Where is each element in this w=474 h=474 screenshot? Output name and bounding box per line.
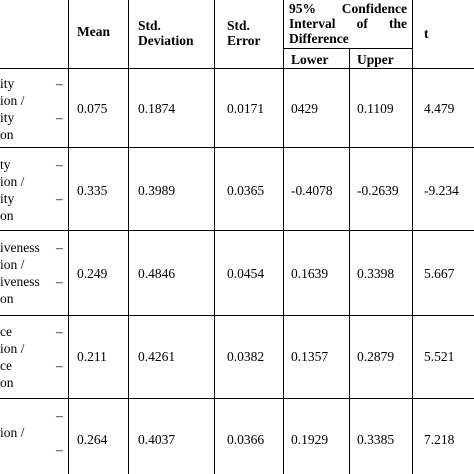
- cell-std-error: 0.0366: [227, 432, 265, 447]
- row-label-dash: –: [56, 408, 63, 423]
- cell-upper: -0.2639: [357, 183, 399, 198]
- cell-t: 4.479: [424, 101, 455, 116]
- cell-t: 5.521: [424, 349, 455, 364]
- row-label-line: ion /: [0, 425, 25, 440]
- row-label-line: ce: [0, 358, 12, 373]
- row-label-line: ion /: [0, 341, 25, 356]
- header-std-deviation: Std. Deviation: [138, 18, 194, 48]
- cell-mean: 0.075: [77, 101, 108, 116]
- row-label-dash: –: [56, 110, 63, 125]
- row-label-line: on: [0, 208, 14, 223]
- header-divider: [0, 68, 474, 69]
- row-label-dash: –: [56, 191, 63, 206]
- row-label-dash: –: [56, 157, 63, 172]
- row-divider-3: [0, 315, 474, 316]
- cell-lower: 0.1929: [291, 432, 329, 447]
- cell-upper: 0.3385: [357, 432, 395, 447]
- row-divider-2: [0, 230, 474, 231]
- cell-mean: 0.335: [77, 183, 108, 198]
- cell-std-deviation: 0.4261: [138, 349, 176, 364]
- row-label-dash: –: [56, 442, 63, 457]
- cell-mean: 0.211: [77, 349, 107, 364]
- header-upper: Upper: [357, 52, 394, 67]
- cell-upper: 0.3398: [357, 266, 395, 281]
- cell-std-deviation: 0.1874: [138, 101, 176, 116]
- row-label-line: ity: [0, 110, 15, 125]
- cell-lower: 0429: [291, 101, 318, 116]
- cell-mean: 0.249: [77, 266, 108, 281]
- row-label-line: ion /: [0, 174, 25, 189]
- row-label-line: on: [0, 127, 14, 142]
- col-divider-stderr: [283, 0, 284, 474]
- row-label-line: ce: [0, 324, 12, 339]
- cell-std-deviation: 0.4037: [138, 432, 176, 447]
- cell-lower: -0.4078: [291, 183, 333, 198]
- row-label-line: ity: [0, 191, 15, 206]
- row-label-line: on: [0, 375, 14, 390]
- col-divider-stddev: [214, 0, 215, 474]
- row-label-line: ion /: [0, 257, 25, 272]
- header-std-error: Std. Error: [227, 18, 261, 48]
- row-label-dash: –: [56, 240, 63, 255]
- row-label-line: iveness: [0, 274, 40, 289]
- cell-mean: 0.264: [77, 432, 108, 447]
- row-label-line: iveness: [0, 240, 40, 255]
- row-label-line: on: [0, 291, 14, 306]
- row-label-dash: –: [56, 358, 63, 373]
- cell-lower: 0.1639: [291, 266, 329, 281]
- row-divider-1: [0, 147, 474, 148]
- cell-std-deviation: 0.4846: [138, 266, 176, 281]
- ci-subheader-divider: [283, 48, 412, 49]
- row-divider-4: [0, 398, 474, 399]
- cell-lower: 0.1357: [291, 349, 329, 364]
- cell-upper: 0.1109: [357, 101, 394, 116]
- cell-std-error: 0.0365: [227, 183, 265, 198]
- header-t: t: [424, 26, 429, 41]
- col-divider-upper: [412, 0, 413, 474]
- col-divider-mean: [128, 0, 129, 474]
- header-lower: Lower: [291, 52, 329, 67]
- col-divider-lower: [349, 48, 350, 474]
- row-label-line: ty: [0, 157, 11, 172]
- cell-upper: 0.2879: [357, 349, 395, 364]
- cell-std-error: 0.0382: [227, 349, 265, 364]
- cell-t: 7.218: [424, 432, 455, 447]
- cell-std-error: 0.0171: [227, 101, 265, 116]
- row-label-line: ion /: [0, 93, 25, 108]
- cell-std-deviation: 0.3989: [138, 183, 176, 198]
- row-label-line: ity: [0, 76, 15, 91]
- row-label-dash: –: [56, 76, 63, 91]
- row-label-dash: –: [56, 324, 63, 339]
- header-confidence-interval: 95% Confidence Interval of the Difference: [289, 1, 407, 46]
- col-divider-label: [68, 0, 69, 474]
- cell-std-error: 0.0454: [227, 266, 265, 281]
- header-mean: Mean: [77, 24, 110, 39]
- cell-t: 5.667: [424, 266, 455, 281]
- cell-t: -9.234: [424, 183, 459, 198]
- row-label-dash: –: [56, 274, 63, 289]
